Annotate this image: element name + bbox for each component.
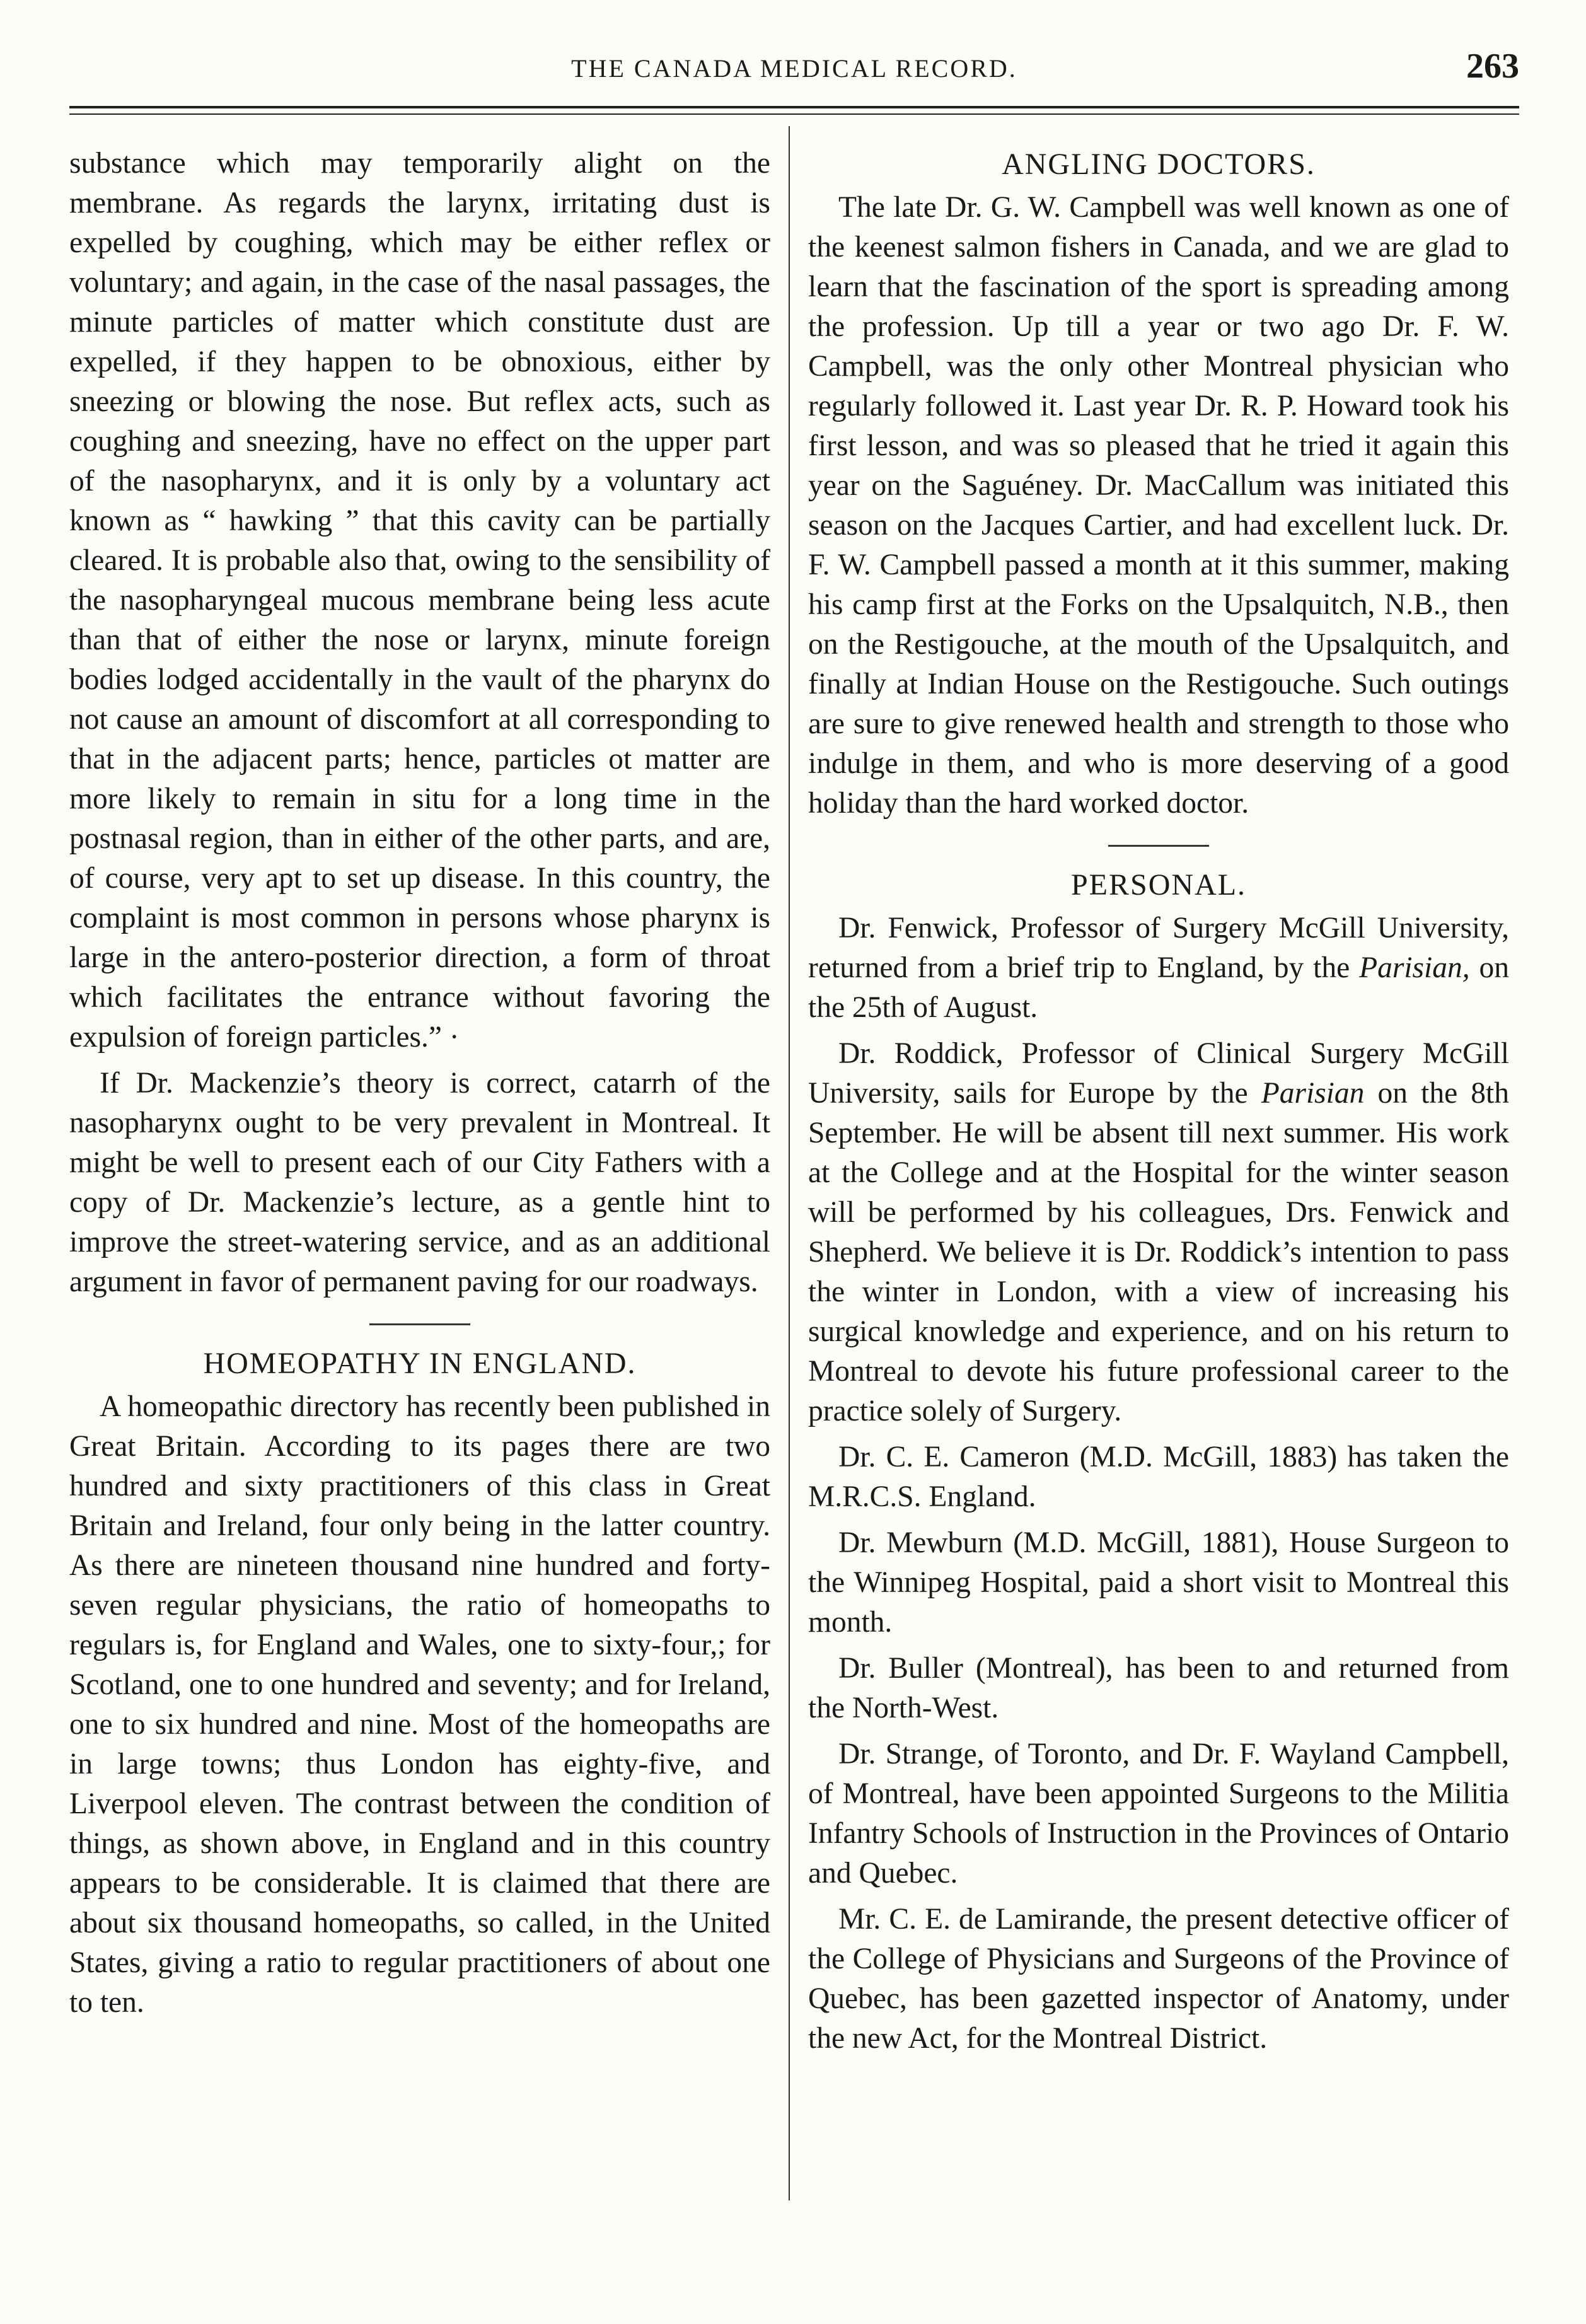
- paragraph-mewburn: Dr. Mewburn (M.D. McGill, 1881), House Surgeon to the Winnipeg Hospital, paid a short visit to Montreal this month.: [808, 1526, 1509, 1639]
- paragraph-lamirande: Mr. C. E. de Lamirande, the present detective officer of the College of Physicians and Surgeons of the Province of Quebec, has been gazetted inspector of Anatomy, under the new Act, for the Montreal District.: [808, 1903, 1509, 2055]
- journal-title: THE CANADA MEDICAL RECORD.: [571, 54, 1017, 83]
- paragraph-mackenzie: If Dr. Mackenzie’s theory is correct, catarrh of the nasopharynx ought to be very prevalent in Montreal. It might be well to present each of our City Fathers with a copy of Dr. Mackenzie’s lecture, as a gentle hint to improve the street-watering service, and as an additional argument in favor of permanent paving for our roadways.: [69, 1067, 770, 1298]
- right-column: [808, 144, 1509, 2065]
- paragraph-fenwick: [808, 909, 1509, 1028]
- paragraph-strange: Dr. Strange, of Toronto, and Dr. F. Wayland Campbell, of Montreal, have been appointed Surgeons to the Militia Infantry Schools of Instruction in the Provinces of Ontario and Quebec.: [808, 1738, 1509, 1890]
- ship-name-parisian: Parisian,: [1359, 951, 1470, 984]
- paragraph-roddick: [808, 1034, 1509, 1431]
- header-rule: [69, 106, 1519, 108]
- fenwick-text-a: Dr. Fenwick, Professor of Surgery McGill University, returned from a brief trip to England, by the: [808, 912, 1509, 984]
- roddick-text-b: on the 8th September. He will be absent till next summer. His work at the College and at the Hospital for the winter season will be performed by his colleagues, Drs. Fenwick and Shepherd. We believe it is Dr. Roddick’s intention to pass the winter in London, with a view of increasing his surgical knowledge and experience, and on his return to Montreal to devote his future professional career to the practice solely of Surgery.: [808, 1077, 1509, 1427]
- roddick-text-a: Dr. Roddick, Professor of Clinical Surgery McGill University, sails for Europe by the: [808, 1037, 1509, 1110]
- paragraph-nasopharynx: substance which may temporarily alight on the membrane. As regards the larynx, irritating dust is expelled by coughing, which may be either reflex or voluntary; and again, in the case of the nasal passages, the minute particles of matter which constitute dust are expelled, if they happen to be obnoxious, either by sneezing or blowing the nose. But reflex acts, such as coughing and sneezing, have no effect on the upper part of the nasopharynx, and it is only by a voluntary act known as “ hawking ” that this cavity can be partially cleared. It is probable also that, owing to the sensibility of the nasopharyngeal mucous membrane being less acute than that of either the nose or larynx, minute foreign bodies lodged accidentally in the vault of the pharynx do not cause an amount of discomfort at all corresponding to that in the adjacent parts; hence, particles ot matter are more likely to remain in situ for a long time in the postnasal region, than in either of the other parts, and are, of course, very apt to set up disease. In this country, the complaint is most common in persons whose pharynx is large in the antero-posterior direction, a form of throat which facilitates the entrance without favoring the expulsion of foreign particles.” ·: [69, 147, 770, 1054]
- running-header: [69, 47, 1519, 98]
- left-column: [69, 144, 770, 2029]
- section-separator: [1108, 845, 1209, 847]
- heading-personal: PERSONAL.: [1070, 868, 1247, 902]
- paragraph-cameron: Dr. C. E. Cameron (M.D. McGill, 1883) has taken the M.R.C.S. England.: [808, 1441, 1509, 1513]
- header-rule-thin: [69, 113, 1519, 115]
- paragraph-angling: The late Dr. G. W. Campbell was well known as one of the keenest salmon fishers in Canada, and we are glad to learn that the fascination of the sport is spreading among the profession. Up till a year or two ago Dr. F. W. Campbell, was the only other Montreal physician who regularly followed it. Last year Dr. R. P. Howard took his first lesson, and was so pleased that he tried it again this year on the Saguéney. Dr. MacCallum was initiated this season on the Jacques Cartier, and had excellent luck. Dr. F. W. Campbell passed a month at it this summer, making his camp first at the Forks on the Upsalquitch, N.B., then on the Restigouche, at the mouth of the Upsalquitch, and finally at Indian House on the Restigouche. Such outings are sure to give renewed health and strength to those who indulge in them, and who is more deserving of a good holiday than the hard worked doctor.: [808, 191, 1509, 820]
- fenwick-text-b: on the 25th of August.: [808, 951, 1509, 1024]
- heading-homeopathy: HOMEOPATHY IN ENGLAND.: [203, 1347, 637, 1380]
- page-number: 263: [1466, 47, 1519, 86]
- ship-name-parisian: Parisian: [1261, 1077, 1365, 1110]
- heading-angling: ANGLING DOCTORS.: [1002, 148, 1316, 181]
- paragraph-homeopathy: A homeopathic directory has recently been published in Great Britain. According to its pages there are two hundred and sixty practitioners of this class in Great Britain and Ireland, four only being in the latter country. As there are nineteen thousand nine hundred and forty-seven regular physicians, the ratio of homeopaths to regulars is, for England and Wales, one to sixty-four,; for Scotland, one to one hundred and seventy; and for Ireland, one to six hundred and nine. Most of the homeopaths are in large towns; thus London has eighty-five, and Liverpool eleven. The contrast between the condition of things, as shown above, in England and in this country appears to be considerable. It is claimed that there are about six thousand homeopaths, so called, in the United States, giving a ratio to regular practitioners of about one to ten.: [69, 1390, 770, 2019]
- section-separator: [369, 1323, 470, 1325]
- paragraph-buller: Dr. Buller (Montreal), has been to and returned from the North-West.: [808, 1652, 1509, 1724]
- column-divider: [789, 126, 790, 2200]
